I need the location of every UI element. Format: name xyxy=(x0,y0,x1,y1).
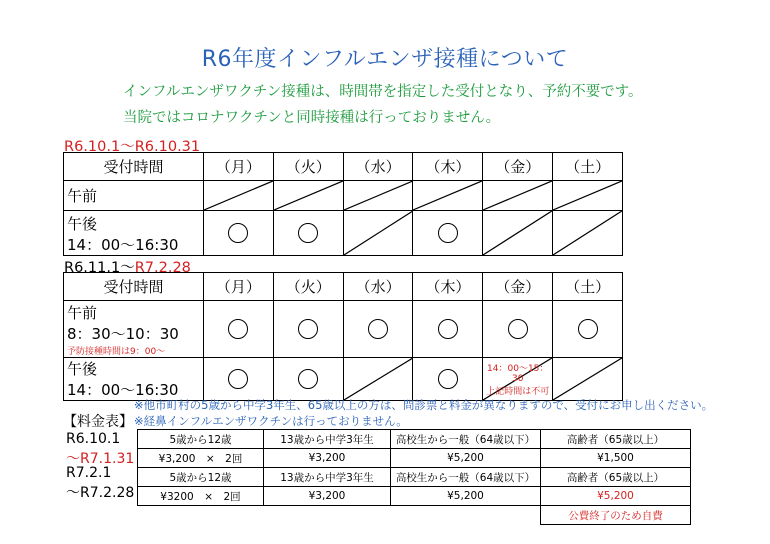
s2-pm-thu xyxy=(413,358,483,401)
pm-time-2: 14：00～16:30 xyxy=(67,381,179,399)
closed-slash-icon xyxy=(344,181,413,210)
pm-row-label-2 xyxy=(64,358,204,401)
s2-am-mon xyxy=(204,301,274,358)
fee-r2-2: ¥5,200 xyxy=(391,487,541,506)
open-circle-icon xyxy=(438,369,458,389)
day-thu: （木） xyxy=(413,153,483,181)
open-circle-icon xyxy=(298,319,318,339)
s2-pm-fri xyxy=(483,358,553,401)
fee-period-1-end: ～R7.1.31 xyxy=(66,451,135,467)
day-fri: （金） xyxy=(483,153,553,181)
s1-pm-tue xyxy=(273,211,343,256)
s1-pm-sat xyxy=(553,211,623,256)
closed-slash-icon xyxy=(204,181,273,210)
lead-line-2: 当院ではコロナワクチンと同時接種は行っておりません。 xyxy=(123,110,501,126)
fee-note-1: ※他市町村の5歳から中学3年生、65歳以上の方は、問診票と料金が異なりますので、受付にお申し出ください。 xyxy=(134,398,714,412)
period-1-start: R6.10.1 xyxy=(64,139,121,155)
open-circle-icon xyxy=(508,319,528,339)
fee-period-1-start: R6.10.1 xyxy=(66,431,121,447)
fee-r1-1: ¥3,200 xyxy=(264,449,391,468)
pm-row-label xyxy=(64,211,204,256)
day-mon: （月） xyxy=(204,153,274,181)
closed-slash-icon xyxy=(553,358,622,400)
fee-h1-3: 高齢者（65歳以上） xyxy=(541,430,691,449)
fee-r1-3: ¥1,500 xyxy=(541,449,691,468)
fee-empty-1 xyxy=(264,506,391,525)
fee-empty-2 xyxy=(391,506,541,525)
fee-h2-2: 高校生から一般（64歳以下） xyxy=(391,468,541,487)
s2-am-thu xyxy=(413,301,483,358)
reception-header: 受付時間 xyxy=(64,153,204,181)
fee-h2-1: 13歳から中学3年生 xyxy=(264,468,391,487)
s2-pm-mon xyxy=(204,358,274,401)
am-label-2: 午前 xyxy=(67,304,98,322)
am-label: 午前 xyxy=(67,187,98,205)
s1-pm-wed xyxy=(343,211,413,256)
fee-table xyxy=(137,429,691,525)
closed-slash-icon xyxy=(344,211,413,255)
period-2-sep: ～ xyxy=(120,260,135,276)
fee-r2-1: ¥3,200 xyxy=(264,487,391,506)
day-sat-2: （土） xyxy=(553,273,623,301)
s2-am-wed xyxy=(343,301,413,358)
closed-slash-icon xyxy=(274,181,343,210)
pm-label: 午後 xyxy=(67,215,98,233)
s1-am-sat xyxy=(553,181,623,211)
fee-h1-0: 5歳から12歳 xyxy=(138,430,264,449)
s2-am-fri xyxy=(483,301,553,358)
fee-r1-2: ¥5,200 xyxy=(391,449,541,468)
fee-period-2-start: R7.2.1 xyxy=(66,465,112,481)
open-circle-icon xyxy=(298,223,318,243)
period-2-end: R7.2.28 xyxy=(134,260,191,276)
closed-slash-icon xyxy=(413,181,482,210)
period-1-end: R6.10.31 xyxy=(134,139,201,155)
open-circle-icon xyxy=(228,319,248,339)
day-wed-2: （水） xyxy=(343,273,413,301)
fee-h2-0: 5歳から12歳 xyxy=(138,468,264,487)
fee-h1-2: 高校生から一般（64歳以下） xyxy=(391,430,541,449)
s2-pm-wed xyxy=(343,358,413,401)
am-row-label xyxy=(64,181,204,211)
lead-line-1: インフルエンザワクチン接種は、時間帯を指定した受付となり、予約不要です。 xyxy=(123,84,643,100)
open-circle-icon xyxy=(298,369,318,389)
fee-empty-0 xyxy=(138,506,264,525)
pm-label-2: 午後 xyxy=(67,360,98,378)
closed-slash-icon xyxy=(553,181,622,210)
period-1-sep: ～ xyxy=(120,139,135,155)
open-circle-icon xyxy=(228,369,248,389)
fee-r1-0: ¥3,200 × 2回 xyxy=(138,449,264,468)
s2-am-sat xyxy=(553,301,623,358)
reception-header-2: 受付時間 xyxy=(64,273,204,301)
schedule-table-2 xyxy=(63,272,623,401)
schedule-table-1 xyxy=(63,152,623,256)
am-time-2: 8：30～10：30 xyxy=(67,325,179,343)
closed-slash-icon xyxy=(553,211,622,255)
s2-pm-sat xyxy=(553,358,623,401)
open-circle-icon xyxy=(438,223,458,243)
am-note-2: 予防接種時間は9：00～ xyxy=(67,347,166,357)
fee-r2-note: 公費終了のため自費 xyxy=(541,506,691,525)
closed-slash-icon xyxy=(344,358,413,400)
fee-r2-0: ¥3200 × 2回 xyxy=(138,487,264,506)
pm-time: 14：00～16:30 xyxy=(67,236,179,254)
fee-note-2: ※経鼻インフルエンザワクチンは行っておりません。 xyxy=(134,414,408,428)
fri-pm-note: 上記時間は不可 xyxy=(486,387,550,397)
am-row-label-2 xyxy=(64,301,204,358)
page-title: R6年度インフルエンザ接種について xyxy=(201,47,569,72)
day-sat: （土） xyxy=(553,153,623,181)
day-fri-2: （金） xyxy=(483,273,553,301)
s1-am-mon xyxy=(204,181,274,211)
day-mon-2: （月） xyxy=(204,273,274,301)
s2-am-tue xyxy=(273,301,343,358)
day-thu-2: （木） xyxy=(413,273,483,301)
open-circle-icon xyxy=(368,319,388,339)
period-2-start: R6.11.1 xyxy=(64,260,121,276)
day-tue-2: （火） xyxy=(273,273,343,301)
s1-pm-thu xyxy=(413,211,483,256)
open-circle-icon xyxy=(228,223,248,243)
fee-h1-1: 13歳から中学3年生 xyxy=(264,430,391,449)
s2-pm-tue xyxy=(273,358,343,401)
s1-am-fri xyxy=(483,181,553,211)
fee-r2-3: ¥5,200 xyxy=(541,487,691,506)
fee-period-2-end: ～R7.2.28 xyxy=(66,485,135,501)
day-wed: （水） xyxy=(343,153,413,181)
fee-title: 【料金表】 xyxy=(63,414,133,430)
closed-slash-icon xyxy=(483,181,552,210)
day-tue: （火） xyxy=(273,153,343,181)
closed-slash-icon xyxy=(483,211,552,255)
fri-pm-time: 14：00～15：30 xyxy=(487,364,549,384)
s1-pm-fri xyxy=(483,211,553,256)
s1-pm-mon xyxy=(204,211,274,256)
open-circle-icon xyxy=(438,319,458,339)
fee-h2-3: 高齢者（65歳以上） xyxy=(541,468,691,487)
s1-am-wed xyxy=(343,181,413,211)
s1-am-tue xyxy=(273,181,343,211)
s1-am-thu xyxy=(413,181,483,211)
open-circle-icon xyxy=(578,319,598,339)
